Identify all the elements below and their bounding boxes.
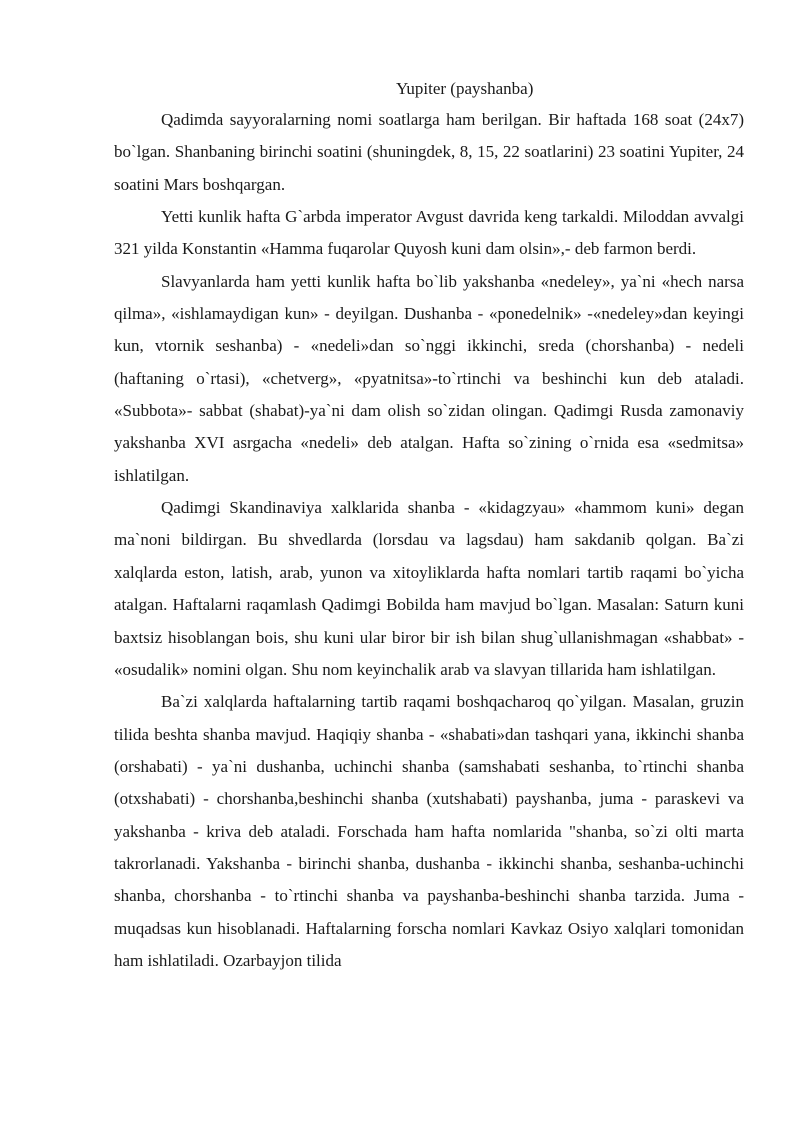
paragraph: Slavyanlarda ham yetti kunlik hafta bo`lib yakshanba «nedeley», ya`ni «hech narsa qilma», «ishlamaydigan kun» - deyilgan. Dushanba - «ponedelnik» -«nedeley»dan keyingi kun, vtornik seshanba) - «nedeli»dan so`nggi ikkinchi, sreda (chorshanba) - nedeli (haftaning o`rtasi), «chetverg», «pyatnitsa»-to`rtinchi va beshinchi kun deb ataladi. «Subbota»- sabbat (shabat)-ya`ni dam olish so`zidan olingan. Qadimgi Rusda zamonaviy yakshanba XVI asrgacha «nedeli» deb atalgan. Hafta so`zining o`rnida esa «sedmitsa» ishlatilgan. [114,271,744,485]
paragraph: Qadimda sayyoralarning nomi soatlarga ham berilgan. Bir haftada 168 soat (24x7) bo`lgan. Shanbaning birinchi soatini (shuningdek, 8, 15, 22 soatlarini) 23 soatini Yupiter, 24 soatini Mars boshqargan. [114,110,744,194]
paragraph: Ba`zi xalqlarda haftalarning tartib raqami boshqacharoq qo`yilgan. Masalan, gruzin tilida beshta shanba mavjud. Haqiqiy shanba - «shabati»dan tashqari yana, ikkinchi shanba (orshabati) - ya`ni dushanba, uchinchi shanba (samshabati seshanba, to`rtinchi shanba (otxshabati) - chorshanba,beshinchi shanba (xutshabati) payshanba, juma - paraskevi va yakshanba - kriva deb ataladi. Forschada ham hafta nomlarida "shanba, so`zi olti marta takrorlanadi. Yakshanba - birinchi shanba, dushanba - ikkinchi shanba, seshanba-uchinchi shanba, chorshanba - to`rtinchi shanba va payshanba-beshinchi shanba tarzida. Juma - muqadsas kun hisoblanadi. Haftalarning forscha nomlari Kavkaz Osiyo xalqlari tomonidan ham ishlatiladi. Ozarbayjon tilida [114,692,744,970]
document-body [114,74,744,977]
paragraph: Yetti kunlik hafta G`arbda imperator Avgust davrida keng tarkaldi. Miloddan avvalgi 321 yilda Konstantin «Hamma fuqarolar Quyosh kuni dam olsin»,- deb farmon berdi. [114,207,744,259]
paragraph: Qadimgi Skandinaviya xalklarida shanba - «kidagzyau» «hammom kuni» degan ma`noni bildirgan. Bu shvedlarda (lorsdau va lagsdau) ham sakdanib qolgan. Ba`zi xalqlarda eston, latish, arab, yunon va xitoyliklarda hafta nomlari tartib raqami bo`yicha atalgan. Haftalarni raqamlash Qadimgi Bobilda ham mavjud bo`lgan. Masalan: Saturn kuni baxtsiz hisoblangan bois, shu kuni ular biror bir ish bilan shug`ullanishmagan «shabbat» - «osudalik» nomini olgan. Shu nom keyinchalik arab va slavyan tillarida ham ishlatilgan. [114,498,744,679]
document-title: Yupiter (payshanba) [396,79,534,98]
